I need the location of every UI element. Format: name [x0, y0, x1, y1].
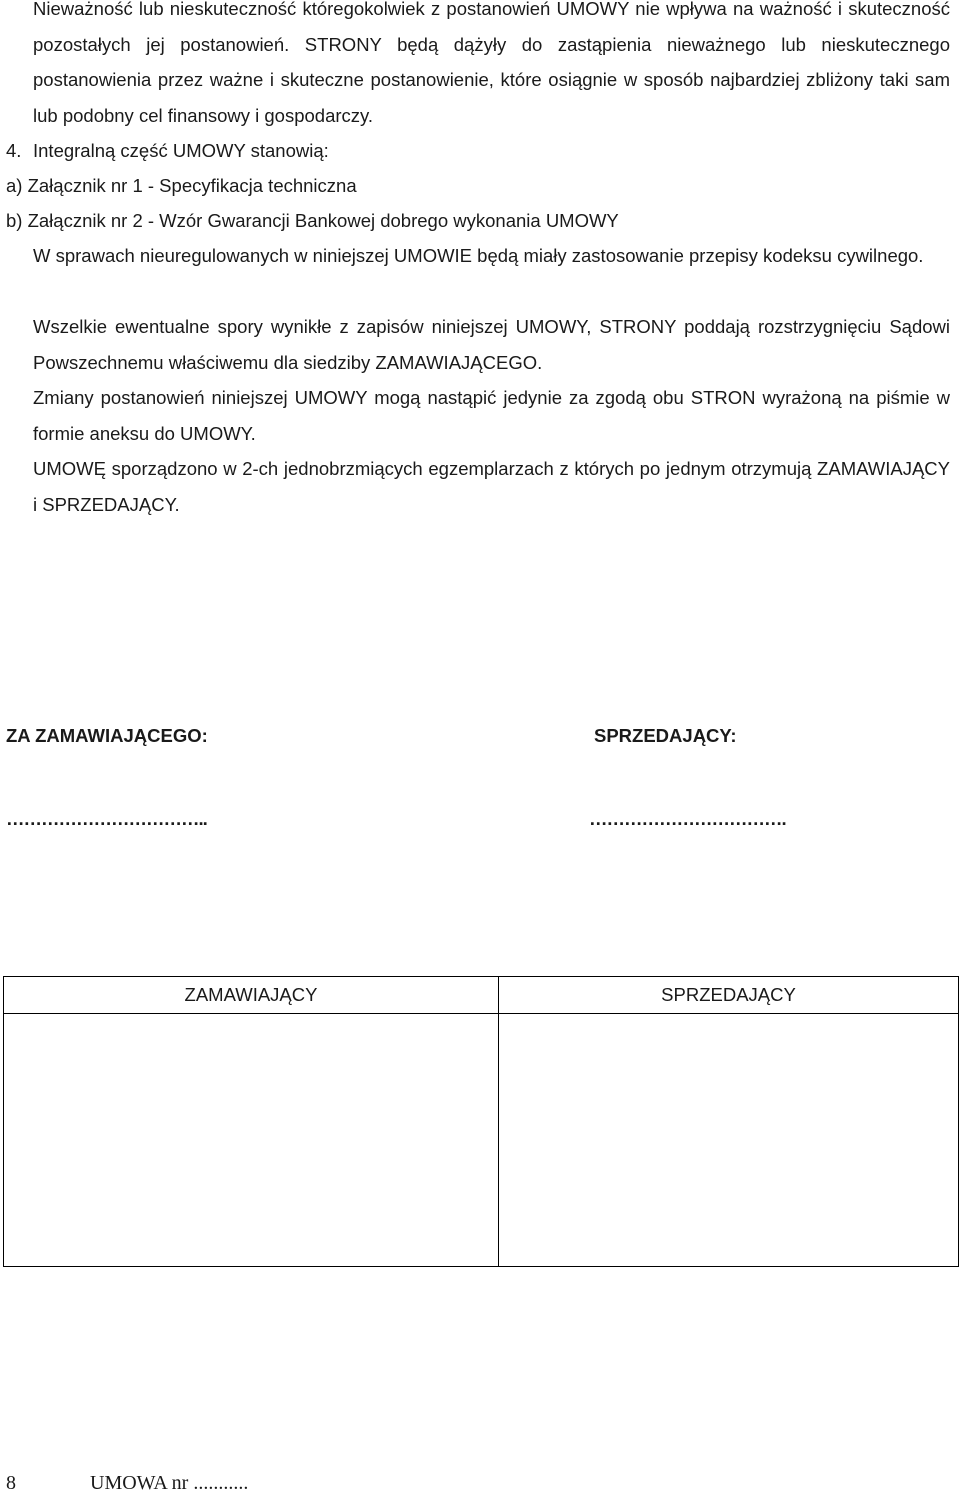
- clause-3-text: Nieważność lub nieskuteczność któregokolwiek z postanowień UMOWY nie wpływa na ważność i skuteczność pozostałych jej postanowień. STRONY będą dążyły do zastąpienia nieważnego lub nieskutecznego postanowienia przez ważne i skuteczne postanowienie, które osiągnie w sposób najbardziej zbliżony taki sam lub podobny cel finansowy i gospodarczy.: [33, 0, 950, 126]
- clause-3-number: [6, 0, 33, 27]
- clause-7-number: [6, 380, 33, 416]
- signature-box-buyer: [4, 1014, 499, 1267]
- clause-8-text: UMOWĘ sporządzono w 2-ch jednobrzmiących egzemplarzach z których po jednym otrzymują ZAMAWIAJĄCY i SPRZEDAJĄCY.: [33, 458, 950, 515]
- clause-4-number: 4.: [6, 140, 22, 161]
- clause-7-text: Zmiany postanowień niniejszej UMOWY mogą nastąpić jedynie za zgodą obu STRON wyrażoną na piśmie w formie aneksu do UMOWY.: [33, 387, 950, 444]
- signature-box-seller: [499, 1014, 959, 1267]
- clause-4: [6, 140, 329, 162]
- document-reference: UMOWA nr ...........: [90, 1472, 249, 1494]
- signature-table: [3, 976, 959, 1267]
- clause-5: [6, 238, 950, 274]
- signature-table-header-seller: SPRZEDAJĄCY: [499, 977, 959, 1014]
- signature-line-seller: …………………………….: [589, 808, 786, 829]
- clause-8: [6, 451, 950, 522]
- signature-label-buyer: ZA ZAMAWIAJĄCEGO:: [6, 725, 208, 746]
- signature-table-header-row: [4, 977, 959, 1014]
- signature-table-body-row: [4, 1014, 959, 1267]
- clause-3: [6, 0, 950, 133]
- signature-line-buyer: ……………………………..: [6, 808, 207, 829]
- clause-7: [6, 380, 950, 451]
- clause-4-text: Integralną część UMOWY stanowią:: [33, 140, 329, 161]
- attachment-a: a) Załącznik nr 1 - Specyfikacja techniczna: [6, 175, 357, 196]
- clause-6-number: [6, 309, 33, 345]
- page-number: 8: [6, 1472, 16, 1494]
- attachment-b: b) Załącznik nr 2 - Wzór Gwarancji Bankowej dobrego wykonania UMOWY: [6, 210, 619, 231]
- clause-6-text: Wszelkie ewentualne spory wynikłe z zapisów niniejszej UMOWY, STRONY poddają rozstrzygnięciu Sądowi Powszechnemu właściwemu dla siedziby ZAMAWIAJĄCEGO.: [33, 316, 950, 373]
- signature-label-seller: SPRZEDAJĄCY:: [594, 725, 737, 746]
- clause-5-text: W sprawach nieuregulowanych w niniejszej UMOWIE będą miały zastosowanie przepisy kodeksu cywilnego.: [33, 245, 924, 266]
- clause-5-number: [6, 238, 33, 274]
- clause-8-number: [6, 451, 33, 487]
- clause-6: [6, 309, 950, 380]
- signature-table-header-buyer: ZAMAWIAJĄCY: [4, 977, 499, 1014]
